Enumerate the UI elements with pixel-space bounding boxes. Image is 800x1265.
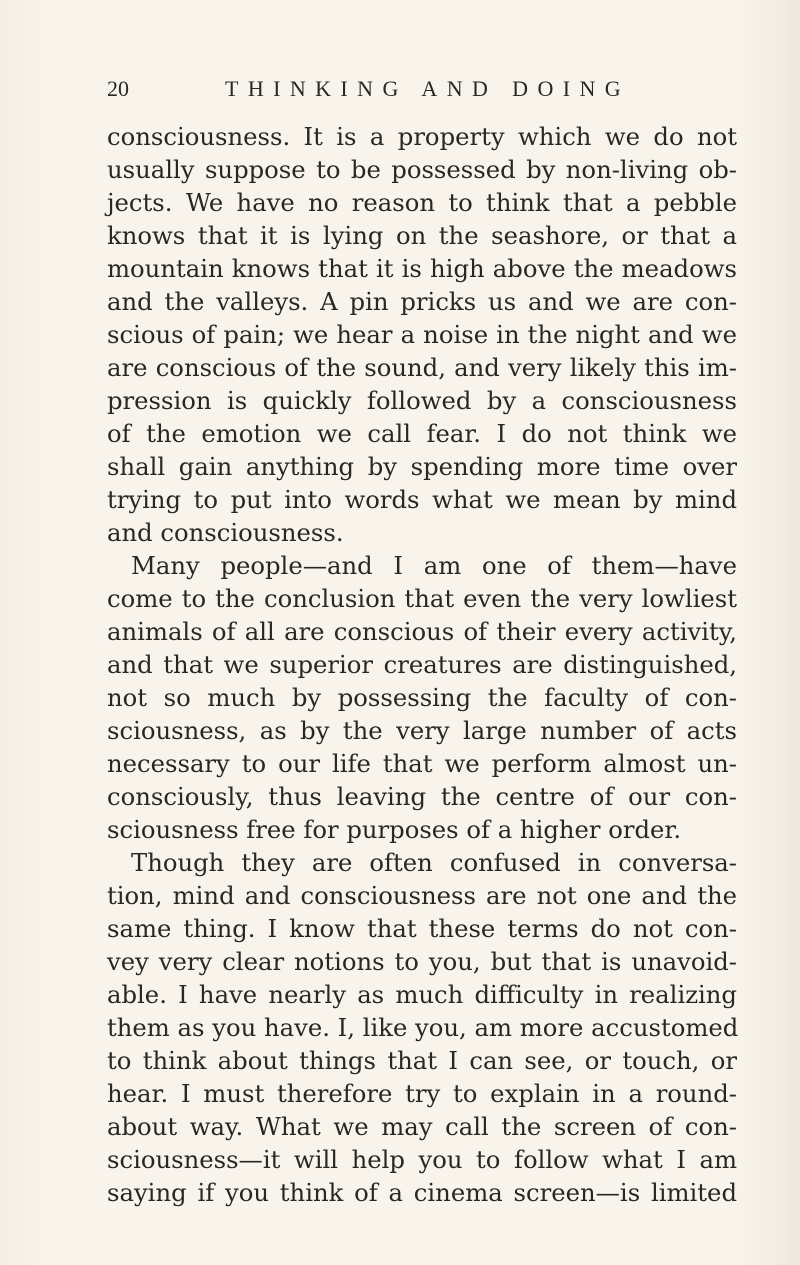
text-line: of the emotion we call fear. I do not think we: [107, 419, 737, 448]
text-line: sciousness free for purposes of a higher order.: [107, 815, 682, 844]
text-line: to think about things that I can see, or touch, or: [107, 1046, 737, 1075]
text-line: and the valleys. A pin pricks us and we are con-: [107, 287, 737, 316]
text-line: animals of all are conscious of their every activity,: [107, 617, 737, 646]
text-line: hear. I must therefore try to explain in a round-: [107, 1079, 737, 1108]
text-line: mountain knows that it is high above the meadows: [107, 254, 737, 283]
text-line: them as you have. I, like you, am more accustomed: [107, 1013, 739, 1042]
text-line: pression is quickly followed by a consciousness: [107, 386, 737, 415]
page-number: 20: [107, 76, 129, 101]
text-line: same thing. I know that these terms do not con-: [107, 914, 737, 943]
text-line: tion, mind and consciousness are not one and the: [107, 881, 737, 910]
text-line: sciousness—it will help you to follow what I am: [107, 1145, 737, 1174]
text-line: trying to put into words what we mean by mind: [107, 485, 737, 514]
running-title: THINKING AND DOING: [225, 76, 631, 101]
text-line: not so much by possessing the faculty of con-: [107, 683, 737, 712]
paragraph-first-line: Though they are often confused in conversa-: [131, 848, 737, 877]
text-line: are conscious of the sound, and very likely this im-: [107, 353, 737, 382]
text-line: about way. What we may call the screen of con-: [107, 1112, 737, 1141]
paragraph-first-line: Many people—and I am one of them—have: [131, 551, 737, 580]
text-line: scious of pain; we hear a noise in the night and we: [107, 320, 737, 349]
text-line: sciousness, as by the very large number of acts: [107, 716, 737, 745]
text-line: usually suppose to be possessed by non-living ob-: [107, 155, 737, 184]
text-line: shall gain anything by spending more time over: [107, 452, 737, 481]
running-head: [107, 74, 707, 104]
text-line: vey very clear notions to you, but that is unavoid-: [107, 947, 737, 976]
text-line: and that we superior creatures are distinguished,: [107, 650, 737, 679]
text-line: necessary to our life that we perform almost un-: [107, 749, 737, 778]
text-line: and consciousness.: [107, 518, 344, 547]
text-line: come to the conclusion that even the very lowliest: [107, 584, 737, 613]
text-line: consciously, thus leaving the centre of our con-: [107, 782, 737, 811]
text-line: saying if you think of a cinema screen—is limited: [107, 1178, 737, 1207]
text-line: consciousness. It is a property which we do not: [107, 122, 737, 151]
text-line: able. I have nearly as much difficulty in realizing: [107, 980, 737, 1009]
text-line: knows that it is lying on the seashore, or that a: [107, 221, 737, 250]
text-line: jects. We have no reason to think that a pebble: [107, 188, 737, 217]
